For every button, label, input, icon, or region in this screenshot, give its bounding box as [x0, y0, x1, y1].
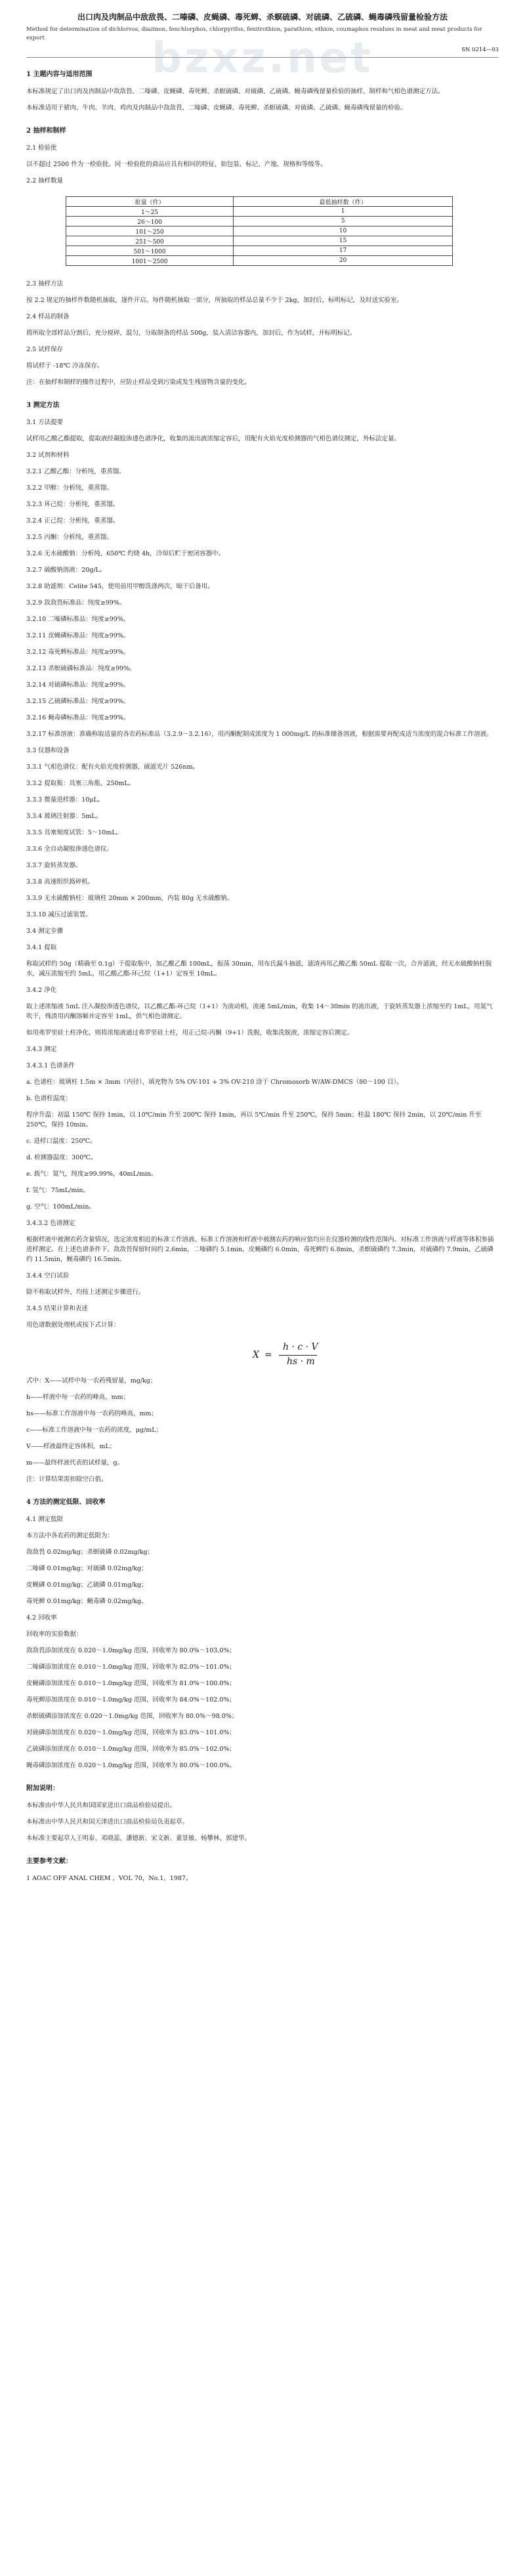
spacer	[26, 1386, 499, 1392]
paragraph: g. 空气：100mL/min。	[26, 1203, 95, 1211]
spacer	[26, 1883, 499, 1903]
spacer	[26, 854, 499, 861]
paragraph: 敌敌畏添加浓度在 0.020～1.0mg/kg 范围，回收率为 80.0%～103.0%；	[26, 1647, 236, 1654]
table-row	[66, 246, 453, 256]
spacer	[26, 657, 499, 664]
table-cell: 1001～2500	[66, 256, 234, 266]
paragraph: 1 AOAC OFF ANAL CHEM 。VOL 70，No.1，1987。	[26, 1875, 192, 1882]
table-header-row	[66, 197, 453, 207]
paragraph: 将所取全部样品分割后，充分搅碎，混匀，分取制备的样品 500g，装入清洁容器内，加封后，作为试样，并标明标记。	[26, 330, 356, 337]
spacer	[26, 1402, 499, 1409]
formula-equals: =	[264, 1350, 272, 1360]
paragraph: 本标准规定了出口肉及肉制品中敌敌畏、二嗪磷、皮蝇磷、毒死蜱、杀螟硫磷、对硫磷、乙硫磷、蝇毒磷残留量检验的抽样、制样和气相色谱测定方法。	[26, 88, 444, 95]
spacer	[26, 591, 499, 598]
spacer	[26, 113, 499, 126]
paragraph: 3.2.2 甲醇：分析纯，重蒸馏。	[26, 484, 113, 492]
spacer	[26, 1524, 499, 1531]
spacer	[26, 1508, 499, 1514]
paragraph: d. 检测器温度：300℃。	[26, 1154, 97, 1161]
spacer	[26, 1419, 499, 1425]
spacer	[26, 1297, 499, 1304]
paragraph: 3.2.8 助滤剂：Celite 545，使用前用甲醇洗涤两次，晾干后备用。	[26, 583, 214, 590]
formula-lhs: X	[253, 1350, 259, 1360]
paragraph: 对硫磷添加浓度在 0.020～1.0mg/kg 范围，回收率为 83.0%～101.0%；	[26, 1729, 236, 1736]
table-cell: 501～1000	[66, 246, 234, 256]
spacer	[26, 338, 499, 345]
spacer	[26, 444, 499, 450]
spacer	[26, 1104, 499, 1110]
paragraph: 本标准主要起草人王明泰、邓晓蕊、潘德新、宋文新、董景敏、杨攀林、郭建华。	[26, 1835, 251, 1842]
paragraph: 3.2.17 标准溶液：准确称取适量的各农药标准品（3.2.9～3.2.16），用丙酮配制成浓度为 1 000mg/L 的标准储备溶液，根据需要再配成适当浓度的混合标准工作溶液。	[26, 731, 493, 738]
spacer	[26, 305, 499, 312]
spacer	[26, 526, 499, 532]
spacer	[26, 870, 499, 877]
spacer	[26, 641, 499, 647]
spacer	[26, 1087, 499, 1094]
spacer	[26, 608, 499, 614]
spacer	[26, 1179, 499, 1186]
paragraph: 2.1 检验批	[26, 144, 57, 152]
spacer	[26, 1557, 499, 1564]
spacer	[26, 739, 499, 746]
section-heading: 1 主题内容与适用范围	[26, 71, 93, 78]
spacer	[26, 1071, 499, 1077]
spacer	[26, 371, 499, 377]
spacer	[26, 411, 499, 418]
table-cell: 1	[234, 207, 453, 217]
table-cell: 101～250	[66, 226, 234, 236]
paragraph: 注：在抽样和制样的操作过程中，应防止样品受到污染或发生残留物含量的变化。	[26, 379, 251, 386]
paragraph: 3.2 试剂和材料	[26, 452, 70, 459]
spacer	[26, 1738, 499, 1744]
standard-number: SN 0214—93	[461, 47, 499, 53]
spacer	[26, 1451, 499, 1458]
paragraph: 3.4.3.2 色谱测定	[26, 1220, 75, 1227]
paragraph: 2.3 抽样方法	[26, 280, 64, 288]
paragraph: 称取试样约 50g（精确至 0.1g）于提取瓶中，加乙酸乙酯 100mL，振荡 30min，用布氏漏斗抽滤，滤渣再用乙酸乙酯 50mL 提取一次，合并滤液，经无水硫酸钠柱脱水，减压浓缩至约 5mL，用乙酸乙酯-环己烷（1+1）定容至 10mL。	[26, 960, 492, 977]
spacer	[26, 153, 499, 160]
spacer	[26, 805, 499, 811]
paragraph: 除不称取试样外，均按上述测定步骤进行。	[26, 1289, 145, 1296]
table-cell: 251～500	[66, 236, 234, 246]
spacer	[26, 1843, 499, 1857]
spacer	[26, 1038, 499, 1044]
table-cell: 20	[234, 256, 453, 266]
spacer	[26, 756, 499, 762]
paragraph: 3.3.7 旋转蒸发器。	[26, 862, 82, 869]
spacer	[26, 559, 499, 565]
spacer	[26, 1606, 499, 1613]
paragraph: e. 载气：氮气，纯度≥99.99%，40mL/min。	[26, 1170, 158, 1178]
paragraph: 皮蝇磷 0.01mg/kg；乙硫磷 0.01mg/kg；	[26, 1581, 148, 1589]
spacer	[26, 821, 499, 828]
table-row	[66, 236, 453, 246]
spacer	[26, 387, 499, 400]
section-heading: 附加说明：	[26, 1785, 59, 1792]
spacer	[26, 706, 499, 713]
spacer	[26, 80, 499, 87]
spacer	[26, 624, 499, 631]
paragraph: 3.2.13 杀螟硫磷标准品：纯度≥99%。	[26, 665, 136, 672]
paragraph: b. 色谱柱温度：	[26, 1095, 72, 1102]
spacer	[26, 903, 499, 910]
spacer	[26, 1330, 499, 1337]
paragraph: 蝇毒磷添加浓度在 0.020～1.0mg/kg 范围，回收率为 80.0%～100.0%。	[26, 1762, 236, 1769]
spacer	[26, 788, 499, 795]
calculation-formula	[26, 1337, 499, 1376]
paragraph: 3.2.9 敌敌畏标准品：纯度≥99%。	[26, 599, 126, 607]
formula-numerator: h · c · V	[283, 1342, 318, 1352]
section-heading: 主要参考文献：	[26, 1858, 72, 1865]
spacer	[26, 1212, 499, 1218]
spacer	[26, 1054, 499, 1061]
spacer	[26, 542, 499, 549]
paragraph: 3.2.16 蝇毒磷标准品：纯度≥99%。	[26, 714, 130, 721]
spacer	[26, 1656, 499, 1662]
spacer	[26, 920, 499, 926]
paragraph: c——标准工作溶液中每一农药的浓度，μg/mL；	[26, 1427, 163, 1434]
paragraph: 3.2.15 乙硫磷标准品：纯度≥99%。	[26, 698, 130, 705]
table-row	[66, 207, 453, 217]
paragraph: 本标准由中华人民共和国国家进出口商品检验局提出。	[26, 1802, 177, 1809]
spacer	[26, 1163, 499, 1169]
paragraph: 敌敌畏 0.02mg/kg；杀螟硫磷 0.02mg/kg；	[26, 1549, 154, 1556]
paragraph: 3.3.8 高速组织捣碎机。	[26, 878, 94, 886]
paragraph: 3.4 测定步骤	[26, 928, 64, 935]
spacer	[26, 289, 499, 295]
spacer	[26, 137, 499, 143]
spacer	[26, 1541, 499, 1547]
spacer	[26, 1195, 499, 1202]
paragraph: 4.1 测定低限	[26, 1516, 64, 1523]
spacer	[26, 1484, 499, 1497]
header-divider	[26, 57, 499, 58]
paragraph: 2.4 样品的制备	[26, 313, 70, 320]
paragraph: 3.4.5 结果计算和表述	[26, 1305, 88, 1312]
paragraph: 本方法中各农药的测定低限为：	[26, 1532, 114, 1539]
paragraph: 3.3.1 气相色谱仪：配有火焰光度检测器，硫滤光片 526nm。	[26, 763, 199, 771]
spacer	[26, 723, 499, 729]
table-row	[66, 217, 453, 226]
spacer	[26, 354, 499, 361]
spacer	[26, 887, 499, 893]
paragraph: 3.2.4 正己烷：分析纯，重蒸馏。	[26, 517, 119, 525]
paragraph: 3.3.4 玻璃注射器：5mL。	[26, 813, 102, 820]
spacer	[26, 1639, 499, 1646]
paragraph: 杀螟硫磷添加浓度在 0.020～1.0mg/kg 范围，回收率为 80.0%～98.0%；	[26, 1713, 238, 1720]
section-heading: 3 测定方法	[26, 402, 60, 409]
paragraph: c. 进样口温度：250℃。	[26, 1138, 96, 1145]
spacer	[26, 575, 499, 582]
table-row	[66, 256, 453, 266]
paragraph: 本标准适用于猪肉、牛肉、羊肉、鸡肉及肉制品中敌敌畏、二嗪磷、皮蝇磷、毒死蜱、杀螟硫磷、对硫磷、乙硫磷、蝇毒磷残留量的检验。	[26, 104, 407, 112]
watermark: bzxz.net	[152, 34, 373, 83]
formula-denominator: hs · m	[287, 1356, 315, 1367]
document-subtitle: Method for determination of dichlorvos, diazinon, fenchlorphos, chlorpyrifos, fenitrothion, parathion, ethion, coumaphos residues in meat and meat products for export	[26, 26, 482, 41]
spacer	[26, 1794, 499, 1801]
paragraph: 3.2.14 对硫磷标准品：纯度≥99%。	[26, 681, 130, 689]
spacer	[26, 1771, 499, 1784]
spacer	[26, 1435, 499, 1442]
paragraph: 3.4.4 空白试验	[26, 1272, 70, 1279]
paragraph: V——样液最终定容体积，mL；	[26, 1443, 116, 1450]
paragraph: 2.5 试样保存	[26, 346, 64, 353]
paragraph: 试样用乙酸乙酯提取，提取液经凝胶渗透色谱净化，收集的流出液浓缩定容后，用配有火焰光度检测器的气相色谱仪测定，外标法定量。	[26, 435, 401, 442]
spacer	[26, 509, 499, 516]
section-heading: 4 方法的测定低限、回收率	[26, 1499, 106, 1506]
spacer	[26, 1574, 499, 1580]
spacer	[26, 1021, 499, 1028]
paragraph: a. 色谱柱：玻璃柱 1.5m × 3mm（内径），填充物为 5% OV-101 + 3% OV-210 涂于 Chromosorb W/AW-DMCS（80～100 目）。	[26, 1079, 403, 1086]
paragraph: 3.4.2 净化	[26, 987, 57, 994]
spacer	[26, 690, 499, 697]
spacer	[26, 1705, 499, 1711]
section-heading: 2 抽样和制样	[26, 127, 66, 135]
paragraph: 3.3.5 具塞刻度试管：5～10mL。	[26, 829, 123, 836]
spacer	[26, 186, 499, 192]
paragraph: 毒死蜱添加浓度在 0.010～1.0mg/kg 范围，回收率为 84.0%～102.0%；	[26, 1696, 236, 1704]
table-header-cell: 批量（件）	[66, 197, 234, 207]
paragraph: hs——标准工作溶液中每一农药的峰高，mm；	[26, 1410, 158, 1417]
spacer	[26, 953, 499, 959]
sample-quantity-table	[66, 196, 453, 266]
paragraph: 毒死蜱 0.01mg/kg；蝇毒磷 0.02mg/kg。	[26, 1598, 148, 1605]
spacer	[26, 674, 499, 680]
document-body	[26, 70, 499, 1903]
paragraph: 3.2.11 皮蝇磷标准品：纯度≥99%。	[26, 632, 130, 639]
paragraph: 乙硫磷添加浓度在 0.010～1.0mg/kg 范围，回收率为 85.0%～102.0%；	[26, 1746, 236, 1753]
paragraph: 程序升温：初温 150℃ 保持 1min，以 10℃/min 升至 200℃ 保持 1min，再以 5℃/min 升至 250℃，保持 5min；柱温 180℃ 保持 2min，以 20℃/min 升至 250℃，保持 10min。	[26, 1111, 482, 1128]
paragraph: 取上述浓缩液 5mL 注入凝胶渗透色谱仪，以乙酸乙酯-环己烷（1+1）为流动相，流速 5mL/min，收集 14～30min 的流出液，于旋转蒸发器上浓缩至约 1mL，用氮气吹干，残渣用丙酮溶解并定容至 1mL，供气相色谱测定。	[26, 1003, 493, 1020]
paragraph: 3.3.2 提取瓶：具塞三角瓶，250mL。	[26, 780, 135, 787]
spacer	[26, 1281, 499, 1287]
paragraph: 3.4.3 测定	[26, 1046, 57, 1053]
paragraph: 根据样液中被测农药含量情况，选定浓度相近的标准工作溶液。标准工作溶液和样液中被测农药的响应值均应在仪器检测的线性范围内。对标准工作溶液与样液等体积参插进样测定。在上述色谱条件下，敌敌畏保留时间约 2.6min，二嗪磷约 5.1min，皮蝇磷约 6.0min，毒死蜱约 6.8min，杀螟硫磷约 7.3min，对硫磷约 7.9min，乙硫磷约 11.5min，蝇毒磷约 16.5min。	[26, 1236, 494, 1263]
spacer	[26, 477, 499, 483]
paragraph: 3.2.1 乙酸乙酯：分析纯，重蒸馏。	[26, 468, 125, 475]
paragraph: 3.4.3.1 色谱条件	[26, 1062, 75, 1069]
paragraph: 注：计算结果需扣除空白值。	[26, 1476, 108, 1483]
paragraph: 3.2.5 丙酮：分析纯，重蒸馏。	[26, 534, 113, 541]
spacer	[26, 1130, 499, 1136]
paragraph: 3.2.3 环己烷：分析纯，重蒸馏。	[26, 501, 119, 508]
paragraph: 如用弗罗里硅土柱净化，则将浓缩液通过弗罗里硅土柱，用正己烷-丙酮（9+1）洗脱，收集洗脱液，浓缩定容后测定。	[26, 1029, 354, 1037]
spacer	[26, 97, 499, 103]
spacer	[26, 322, 499, 328]
fraction-bar	[279, 1355, 317, 1356]
table-cell: 5	[234, 217, 453, 226]
table-cell: 17	[234, 246, 453, 256]
spacer	[26, 427, 499, 434]
paragraph: 3.4.1 提取	[26, 944, 57, 951]
spacer	[26, 1811, 499, 1817]
spacer	[26, 1827, 499, 1834]
spacer	[26, 493, 499, 500]
spacer	[26, 1314, 499, 1320]
spacer	[26, 1754, 499, 1761]
paragraph: 3.3 仪器和设备	[26, 747, 70, 754]
paragraph: f. 氢气：75mL/min。	[26, 1187, 89, 1194]
spacer	[26, 1590, 499, 1597]
spacer	[26, 772, 499, 779]
paragraph: h——样液中每一农药的峰高，mm；	[26, 1394, 130, 1401]
paragraph: 4.2 回收率	[26, 1614, 57, 1621]
paragraph: 以不超过 2500 件为一检验批。同一检验批的商品应具有相同的特征，如包装、标记、产地、规格和等级等。	[26, 161, 327, 168]
spacer	[26, 1672, 499, 1679]
paragraph: 回收率的实验数据：	[26, 1631, 83, 1638]
paragraph: 皮蝇磷添加浓度在 0.010～1.0mg/kg 范围，回收率为 81.0%～100.0%；	[26, 1680, 236, 1687]
spacer	[26, 995, 499, 1002]
paragraph: 本标准由中华人民共和国天津进出口商品检验局负责起草。	[26, 1818, 189, 1826]
table-row	[66, 226, 453, 236]
paragraph: 3.2.6 无水硫酸钠：分析纯，650℃ 灼烧 4h，冷却后贮于密闭容器中。	[26, 550, 225, 557]
spacer	[26, 1721, 499, 1728]
spacer	[26, 1867, 499, 1874]
paragraph: 3.3.10 减压过滤装置。	[26, 911, 92, 918]
paragraph: 3.1 方法提要	[26, 419, 64, 426]
table-header-cell: 最低抽样数（件）	[234, 197, 453, 207]
spacer	[26, 169, 499, 176]
spacer	[26, 1264, 499, 1271]
spacer	[26, 838, 499, 844]
paragraph: 3.2.7 硫酸钠溶液：20g/L。	[26, 567, 106, 574]
spacer	[26, 1228, 499, 1235]
table-cell: 1～25	[66, 207, 234, 217]
table-cell: 26～100	[66, 217, 234, 226]
paragraph: 3.3.3 微量进样器：10μL。	[26, 796, 104, 804]
paragraph: 3.2.10 二嗪磷标准品：纯度≥99%。	[26, 616, 130, 623]
paragraph: 二嗪磷 0.01mg/kg；对硫磷 0.02mg/kg；	[26, 1565, 148, 1572]
table-cell: 15	[234, 236, 453, 246]
spacer	[26, 936, 499, 943]
spacer	[26, 1146, 499, 1153]
paragraph: 二嗪磷添加浓度在 0.010～1.0mg/kg 范围，回收率为 82.0%～101.0%；	[26, 1664, 236, 1671]
spacer	[26, 1623, 499, 1629]
paragraph: 3.3.9 无水硫酸钠柱：玻璃柱 20mm × 200mm，内装 80g 无水硫酸钠。	[26, 895, 234, 902]
spacer	[26, 460, 499, 467]
paragraph: 按 2.2 规定的抽样件数随机抽取，逐件开启。每件随机抽取一部分，所抽取的样品总量不少于 2kg，加封后，标明标记，及时送实验室。	[26, 297, 404, 304]
paragraph: 3.3.6 全自动凝胶渗透色谱仪。	[26, 846, 113, 853]
paragraph: 将试样于 -18℃ 冷冻保存。	[26, 362, 104, 370]
paragraph: m——最终样液代表的试样量，g。	[26, 1459, 124, 1467]
spacer	[26, 1468, 499, 1474]
paragraph: 2.2 抽样数量	[26, 177, 64, 184]
paragraph: 3.2.12 毒死蜱标准品：纯度≥99%。	[26, 649, 130, 656]
paragraph: 式中：X——试样中每一农药残留量，mg/kg；	[26, 1377, 157, 1385]
table-cell: 10	[234, 226, 453, 236]
paragraph: 用色谱数据处理机或按下式计算：	[26, 1321, 120, 1329]
spacer	[26, 979, 499, 985]
document-title: 出口肉及肉制品中敌敌畏、二嗪磷、皮蝇磷、毒死蜱、杀螟硫磷、对硫磷、乙硫磷、蝇毒磷残留量检验方法	[77, 12, 448, 22]
spacer	[26, 1688, 499, 1695]
